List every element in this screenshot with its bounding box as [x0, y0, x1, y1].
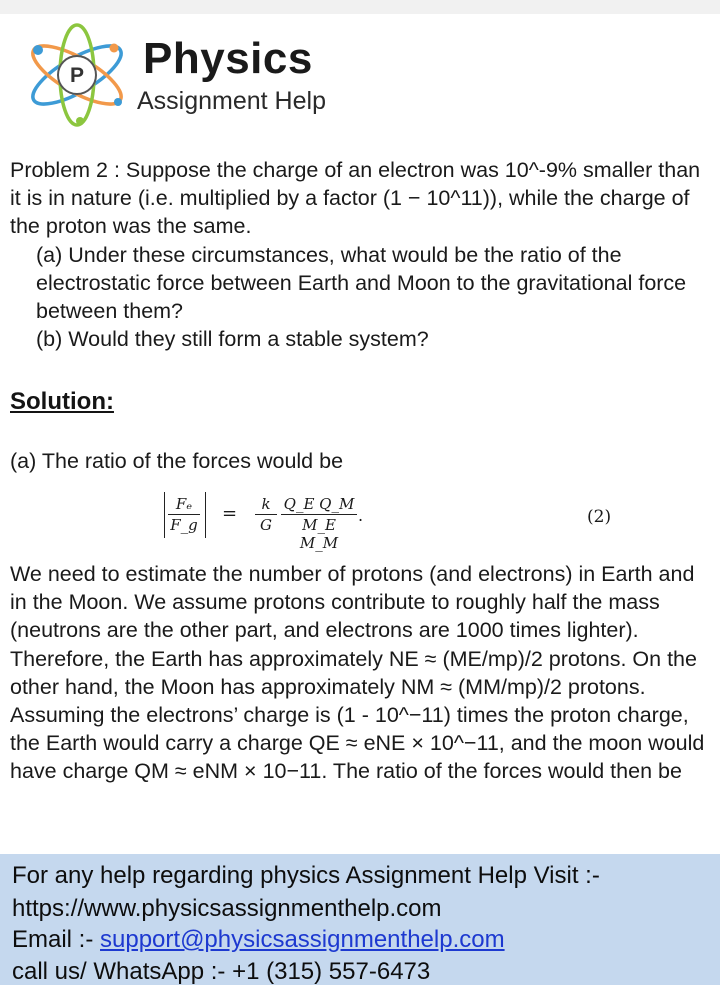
constant-fraction [255, 495, 277, 534]
solution-heading: Solution: [10, 388, 114, 415]
brand-subtitle: Assignment Help [137, 87, 326, 115]
contact-footer [0, 854, 720, 985]
equation-2 [0, 488, 720, 552]
footer-email-link[interactable]: support@physicsassignmenthelp.com [100, 926, 505, 953]
coulomb-constant-symbol: k [261, 495, 271, 513]
charge-product: Q_E Q_M [283, 495, 355, 513]
logo-letter: P [69, 64, 85, 87]
atom-logo-icon [22, 20, 132, 130]
footer-help-line: For any help regarding physics Assignment Help Visit :- [12, 862, 600, 889]
footer-phone-line: call us/ WhatsApp :- +1 (315) 557-6473 [12, 958, 431, 985]
top-strip [0, 0, 720, 14]
estimate-paragraph: We need to estimate the number of protons (and electrons) in Earth and in the Moon. We assume protons contribute to roughly half the mass (neutrons are the other part, and electrons are 1000 times lighter). Therefore, the Earth has approximately NE ≈ (ME/mp)/2 protons. On the other hand, the Moon has approximately NM ≈ (MM/mp)/2 protons. Assuming the electrons’ charge is (1 - 10^−11) times the proton charge, the Earth would carry a charge QE ≈ eNE × 10^−11, and the moon would have charge QM ≈ eNM × 10−11. The ratio of the forces would then be [10, 562, 705, 784]
fraction-bar [255, 514, 277, 515]
force-ratio-fraction [168, 495, 200, 534]
problem-intro [10, 156, 712, 241]
equation-number: (2) [587, 507, 612, 527]
charge-mass-fraction [281, 495, 357, 552]
gravity-force-symbol: F_g [170, 516, 198, 534]
problem-intro-text: : Suppose the charge of an electron was 10^-9% smaller than it is in nature (i.e. multiplied by a factor (1 − 10^11)), while the charge of the proton was the same. [10, 158, 701, 239]
electric-force-symbol: Fₑ [175, 495, 193, 513]
fraction-bar [168, 514, 200, 515]
problem-label: Problem 2 [10, 158, 108, 182]
atom-logo-graphic [22, 20, 132, 130]
problem-part-b: (b) Would they still form a stable system? [36, 327, 429, 352]
equation-period: . [358, 506, 364, 525]
footer-website-link[interactable]: https://www.physicsassignmenthelp.com [12, 895, 442, 922]
problem-statement [10, 156, 712, 353]
gravity-constant-symbol: G [260, 516, 272, 534]
footer-email-label: Email :- [12, 926, 101, 953]
fraction-bar [281, 514, 357, 515]
ratio-intro: (a) The ratio of the forces would be [10, 449, 344, 473]
footer-email-line [12, 926, 505, 954]
equals-sign: = [222, 503, 238, 524]
mass-product: M_E M_M [299, 516, 339, 552]
problem-part-a: (a) Under these circumstances, what would be the ratio of the electrostatic force between Earth and Moon to the gravitational force between them? [36, 242, 687, 324]
brand-title: Physics [143, 34, 313, 83]
